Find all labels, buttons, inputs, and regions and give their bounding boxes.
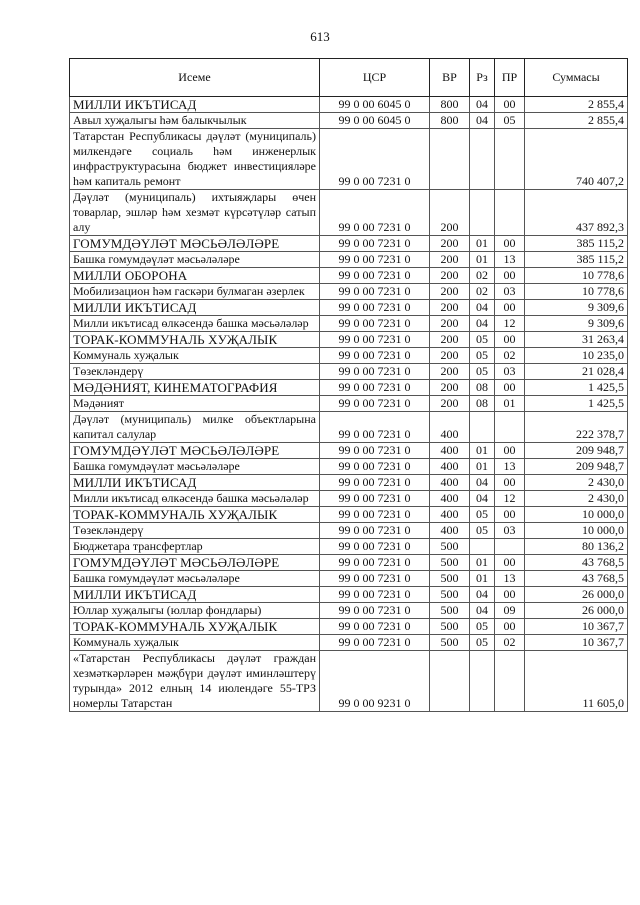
cell-csr: 99 0 00 7231 0 bbox=[320, 603, 430, 619]
cell-sum: 9 309,6 bbox=[525, 300, 628, 316]
cell-vr: 400 bbox=[430, 459, 470, 475]
cell-pr: 00 bbox=[495, 300, 525, 316]
column-header-csr: ЦСР bbox=[320, 59, 430, 97]
cell-name: МИЛЛИ ОБОРОНА bbox=[70, 268, 320, 284]
cell-pr bbox=[495, 190, 525, 236]
section-row bbox=[70, 268, 628, 284]
section-row bbox=[70, 619, 628, 635]
cell-pr: 01 bbox=[495, 396, 525, 412]
cell-csr: 99 0 00 7231 0 bbox=[320, 300, 430, 316]
cell-name: МИЛЛИ ИКЪТИСАД bbox=[70, 97, 320, 113]
cell-name: Юллар хуҗалыгы (юллар фондлары) bbox=[70, 603, 320, 619]
table-row bbox=[70, 252, 628, 268]
cell-rz bbox=[470, 190, 495, 236]
cell-rz bbox=[470, 651, 495, 712]
cell-vr: 500 bbox=[430, 571, 470, 587]
cell-sum: 2 855,4 bbox=[525, 97, 628, 113]
cell-name: Дәүләт (муниципаль) ихтыяҗлары өчен товарлар, эшләр һәм хезмәт күрсәтүләр сатып алу bbox=[70, 190, 320, 236]
cell-vr: 400 bbox=[430, 412, 470, 443]
cell-pr: 13 bbox=[495, 459, 525, 475]
cell-name: Милли икътисад өлкәсендә башка мәсьәләләр bbox=[70, 491, 320, 507]
cell-csr: 99 0 00 7231 0 bbox=[320, 364, 430, 380]
cell-vr: 200 bbox=[430, 332, 470, 348]
cell-csr: 99 0 00 7231 0 bbox=[320, 459, 430, 475]
cell-sum: 209 948,7 bbox=[525, 443, 628, 459]
cell-name: МӘДӘНИЯТ, КИНЕМАТОГРАФИЯ bbox=[70, 380, 320, 396]
cell-vr: 400 bbox=[430, 443, 470, 459]
cell-pr: 03 bbox=[495, 364, 525, 380]
cell-pr bbox=[495, 129, 525, 190]
table-row bbox=[70, 129, 628, 190]
cell-sum: 10 000,0 bbox=[525, 523, 628, 539]
cell-pr: 00 bbox=[495, 443, 525, 459]
cell-sum: 437 892,3 bbox=[525, 190, 628, 236]
cell-sum: 80 136,2 bbox=[525, 539, 628, 555]
table-row bbox=[70, 348, 628, 364]
table-row bbox=[70, 603, 628, 619]
section-row bbox=[70, 507, 628, 523]
cell-sum: 1 425,5 bbox=[525, 380, 628, 396]
cell-csr: 99 0 00 7231 0 bbox=[320, 236, 430, 252]
cell-csr: 99 0 00 7231 0 bbox=[320, 475, 430, 491]
cell-vr: 200 bbox=[430, 316, 470, 332]
cell-rz: 04 bbox=[470, 475, 495, 491]
cell-pr: 00 bbox=[495, 236, 525, 252]
cell-rz: 05 bbox=[470, 635, 495, 651]
cell-sum: 2 855,4 bbox=[525, 113, 628, 129]
cell-rz: 04 bbox=[470, 587, 495, 603]
cell-pr: 09 bbox=[495, 603, 525, 619]
cell-pr: 03 bbox=[495, 523, 525, 539]
table-row bbox=[70, 571, 628, 587]
cell-csr: 99 0 00 7231 0 bbox=[320, 380, 430, 396]
cell-pr: 03 bbox=[495, 284, 525, 300]
cell-vr: 200 bbox=[430, 252, 470, 268]
cell-rz: 01 bbox=[470, 443, 495, 459]
section-row bbox=[70, 97, 628, 113]
cell-name: Бюджетара трансфертлар bbox=[70, 539, 320, 555]
cell-rz: 01 bbox=[470, 459, 495, 475]
cell-pr bbox=[495, 539, 525, 555]
section-row bbox=[70, 300, 628, 316]
cell-sum: 31 263,4 bbox=[525, 332, 628, 348]
cell-name: Төзекләндерү bbox=[70, 364, 320, 380]
cell-sum: 26 000,0 bbox=[525, 603, 628, 619]
cell-name: Коммуналь хуҗалык bbox=[70, 635, 320, 651]
section-row bbox=[70, 236, 628, 252]
table-row bbox=[70, 316, 628, 332]
cell-vr: 200 bbox=[430, 190, 470, 236]
cell-csr: 99 0 00 7231 0 bbox=[320, 284, 430, 300]
cell-name: МИЛЛИ ИКЪТИСАД bbox=[70, 587, 320, 603]
cell-csr: 99 0 00 7231 0 bbox=[320, 619, 430, 635]
cell-csr: 99 0 00 7231 0 bbox=[320, 348, 430, 364]
cell-csr: 99 0 00 7231 0 bbox=[320, 412, 430, 443]
cell-sum: 26 000,0 bbox=[525, 587, 628, 603]
cell-pr bbox=[495, 651, 525, 712]
section-row bbox=[70, 380, 628, 396]
cell-name: ТОРАК-КОММУНАЛЬ ХУҖАЛЫК bbox=[70, 619, 320, 635]
cell-csr: 99 0 00 7231 0 bbox=[320, 129, 430, 190]
cell-name: «Татарстан Республикасы дәүләт граждан хезмәткәрләрен мәҗбүри дәүләт иминләштерү турында» 2012 елның 14 июлендәге 55-ТРЗ номерлы Татарстан bbox=[70, 651, 320, 712]
cell-vr: 200 bbox=[430, 236, 470, 252]
cell-vr: 500 bbox=[430, 603, 470, 619]
table-row bbox=[70, 284, 628, 300]
cell-vr: 800 bbox=[430, 97, 470, 113]
cell-vr: 200 bbox=[430, 380, 470, 396]
column-header-rz: Рз bbox=[470, 59, 495, 97]
table-row bbox=[70, 651, 628, 712]
cell-rz: 05 bbox=[470, 523, 495, 539]
cell-rz: 04 bbox=[470, 300, 495, 316]
section-row bbox=[70, 332, 628, 348]
cell-csr: 99 0 00 7231 0 bbox=[320, 523, 430, 539]
cell-pr: 00 bbox=[495, 97, 525, 113]
cell-sum: 10 367,7 bbox=[525, 619, 628, 635]
cell-sum: 10 367,7 bbox=[525, 635, 628, 651]
cell-vr: 500 bbox=[430, 539, 470, 555]
cell-csr: 99 0 00 7231 0 bbox=[320, 443, 430, 459]
cell-sum: 385 115,2 bbox=[525, 252, 628, 268]
cell-name: Мобилизацион һәм гаскәри булмаган әзерлек bbox=[70, 284, 320, 300]
table-row bbox=[70, 412, 628, 443]
cell-csr: 99 0 00 7231 0 bbox=[320, 571, 430, 587]
table-header-row bbox=[70, 59, 628, 97]
cell-vr: 500 bbox=[430, 555, 470, 571]
cell-vr: 400 bbox=[430, 507, 470, 523]
cell-pr: 00 bbox=[495, 555, 525, 571]
cell-sum: 10 778,6 bbox=[525, 268, 628, 284]
cell-pr: 12 bbox=[495, 316, 525, 332]
cell-sum: 43 768,5 bbox=[525, 555, 628, 571]
cell-name: Коммуналь хуҗалык bbox=[70, 348, 320, 364]
cell-name: ГОМУМДӘҮЛӘТ МӘСЬӘЛӘЛӘРЕ bbox=[70, 443, 320, 459]
cell-rz: 02 bbox=[470, 268, 495, 284]
cell-vr: 200 bbox=[430, 364, 470, 380]
cell-csr: 99 0 00 7231 0 bbox=[320, 332, 430, 348]
column-header-name: Исеме bbox=[70, 59, 320, 97]
cell-sum: 11 605,0 bbox=[525, 651, 628, 712]
section-row bbox=[70, 587, 628, 603]
cell-sum: 2 430,0 bbox=[525, 491, 628, 507]
cell-pr: 00 bbox=[495, 268, 525, 284]
cell-rz: 01 bbox=[470, 571, 495, 587]
cell-rz bbox=[470, 412, 495, 443]
cell-rz: 05 bbox=[470, 332, 495, 348]
cell-sum: 9 309,6 bbox=[525, 316, 628, 332]
cell-sum: 740 407,2 bbox=[525, 129, 628, 190]
cell-rz: 05 bbox=[470, 507, 495, 523]
table-row bbox=[70, 190, 628, 236]
cell-sum: 1 425,5 bbox=[525, 396, 628, 412]
cell-name: МИЛЛИ ИКЪТИСАД bbox=[70, 475, 320, 491]
cell-name: Авыл хуҗалыгы һәм балыкчылык bbox=[70, 113, 320, 129]
cell-name: Башка гомумдәүләт мәсьәләләре bbox=[70, 571, 320, 587]
cell-rz: 04 bbox=[470, 113, 495, 129]
cell-pr: 02 bbox=[495, 635, 525, 651]
cell-rz bbox=[470, 129, 495, 190]
column-header-pr: ПР bbox=[495, 59, 525, 97]
cell-rz: 05 bbox=[470, 364, 495, 380]
cell-vr: 400 bbox=[430, 491, 470, 507]
cell-rz: 02 bbox=[470, 284, 495, 300]
cell-name: Төзекләндерү bbox=[70, 523, 320, 539]
cell-rz: 05 bbox=[470, 619, 495, 635]
cell-vr: 500 bbox=[430, 619, 470, 635]
cell-rz: 01 bbox=[470, 236, 495, 252]
cell-csr: 99 0 00 9231 0 bbox=[320, 651, 430, 712]
cell-vr: 500 bbox=[430, 587, 470, 603]
page-number: 613 bbox=[310, 29, 330, 44]
cell-vr: 400 bbox=[430, 475, 470, 491]
column-header-sum: Суммасы bbox=[525, 59, 628, 97]
cell-csr: 99 0 00 6045 0 bbox=[320, 113, 430, 129]
section-row bbox=[70, 555, 628, 571]
table-row bbox=[70, 491, 628, 507]
cell-name: ГОМУМДӘҮЛӘТ МӘСЬӘЛӘЛӘРЕ bbox=[70, 236, 320, 252]
section-row bbox=[70, 443, 628, 459]
cell-name: ГОМУМДӘҮЛӘТ МӘСЬӘЛӘЛӘРЕ bbox=[70, 555, 320, 571]
cell-sum: 21 028,4 bbox=[525, 364, 628, 380]
column-header-vr: ВР bbox=[430, 59, 470, 97]
cell-csr: 99 0 00 6045 0 bbox=[320, 97, 430, 113]
cell-name: Татарстан Республикасы дәүләт (муниципаль) милкендәге социаль һәм инженерлык инфраструктурасына бюджет инвестицияләре һәм капиталь ремонт bbox=[70, 129, 320, 190]
cell-pr: 13 bbox=[495, 252, 525, 268]
cell-csr: 99 0 00 7231 0 bbox=[320, 396, 430, 412]
cell-csr: 99 0 00 7231 0 bbox=[320, 635, 430, 651]
cell-rz: 01 bbox=[470, 555, 495, 571]
cell-vr: 200 bbox=[430, 348, 470, 364]
cell-vr: 200 bbox=[430, 268, 470, 284]
table-row bbox=[70, 459, 628, 475]
cell-rz: 01 bbox=[470, 252, 495, 268]
cell-csr: 99 0 00 7231 0 bbox=[320, 316, 430, 332]
cell-pr: 00 bbox=[495, 507, 525, 523]
cell-pr: 13 bbox=[495, 571, 525, 587]
table-row bbox=[70, 635, 628, 651]
cell-csr: 99 0 00 7231 0 bbox=[320, 268, 430, 284]
cell-pr: 00 bbox=[495, 619, 525, 635]
cell-name: Дәүләт (муниципаль) милке объектларына капитал салулар bbox=[70, 412, 320, 443]
cell-sum: 10 778,6 bbox=[525, 284, 628, 300]
cell-pr: 12 bbox=[495, 491, 525, 507]
cell-csr: 99 0 00 7231 0 bbox=[320, 587, 430, 603]
cell-name: Башка гомумдәүләт мәсьәләләре bbox=[70, 252, 320, 268]
section-row bbox=[70, 475, 628, 491]
cell-pr: 00 bbox=[495, 587, 525, 603]
cell-pr: 05 bbox=[495, 113, 525, 129]
table-body bbox=[70, 97, 628, 712]
cell-sum: 385 115,2 bbox=[525, 236, 628, 252]
table-row bbox=[70, 364, 628, 380]
cell-sum: 209 948,7 bbox=[525, 459, 628, 475]
cell-vr: 200 bbox=[430, 396, 470, 412]
cell-vr: 200 bbox=[430, 300, 470, 316]
cell-name: МИЛЛИ ИКЪТИСАД bbox=[70, 300, 320, 316]
table-row bbox=[70, 113, 628, 129]
cell-rz: 04 bbox=[470, 603, 495, 619]
cell-pr: 00 bbox=[495, 332, 525, 348]
cell-pr: 00 bbox=[495, 475, 525, 491]
cell-csr: 99 0 00 7231 0 bbox=[320, 190, 430, 236]
cell-name: Милли икътисад өлкәсендә башка мәсьәләләр bbox=[70, 316, 320, 332]
cell-vr: 400 bbox=[430, 523, 470, 539]
cell-sum: 222 378,7 bbox=[525, 412, 628, 443]
cell-csr: 99 0 00 7231 0 bbox=[320, 555, 430, 571]
cell-rz: 04 bbox=[470, 316, 495, 332]
cell-vr bbox=[430, 651, 470, 712]
cell-pr: 02 bbox=[495, 348, 525, 364]
cell-vr: 800 bbox=[430, 113, 470, 129]
cell-sum: 10 235,0 bbox=[525, 348, 628, 364]
cell-csr: 99 0 00 7231 0 bbox=[320, 539, 430, 555]
cell-rz: 04 bbox=[470, 97, 495, 113]
cell-sum: 10 000,0 bbox=[525, 507, 628, 523]
cell-name: Мәдәният bbox=[70, 396, 320, 412]
cell-rz: 08 bbox=[470, 380, 495, 396]
cell-name: Башка гомумдәүләт мәсьәләләре bbox=[70, 459, 320, 475]
table-row bbox=[70, 523, 628, 539]
table-row bbox=[70, 539, 628, 555]
cell-rz: 04 bbox=[470, 491, 495, 507]
cell-sum: 43 768,5 bbox=[525, 571, 628, 587]
table-row bbox=[70, 396, 628, 412]
cell-csr: 99 0 00 7231 0 bbox=[320, 252, 430, 268]
cell-sum: 2 430,0 bbox=[525, 475, 628, 491]
cell-vr bbox=[430, 129, 470, 190]
cell-vr: 200 bbox=[430, 284, 470, 300]
budget-table bbox=[69, 58, 628, 712]
cell-csr: 99 0 00 7231 0 bbox=[320, 507, 430, 523]
cell-pr bbox=[495, 412, 525, 443]
cell-rz: 05 bbox=[470, 348, 495, 364]
cell-vr: 500 bbox=[430, 635, 470, 651]
cell-name: ТОРАК-КОММУНАЛЬ ХУҖАЛЫК bbox=[70, 332, 320, 348]
cell-name: ТОРАК-КОММУНАЛЬ ХУҖАЛЫК bbox=[70, 507, 320, 523]
cell-pr: 00 bbox=[495, 380, 525, 396]
cell-rz bbox=[470, 539, 495, 555]
cell-rz: 08 bbox=[470, 396, 495, 412]
cell-csr: 99 0 00 7231 0 bbox=[320, 491, 430, 507]
